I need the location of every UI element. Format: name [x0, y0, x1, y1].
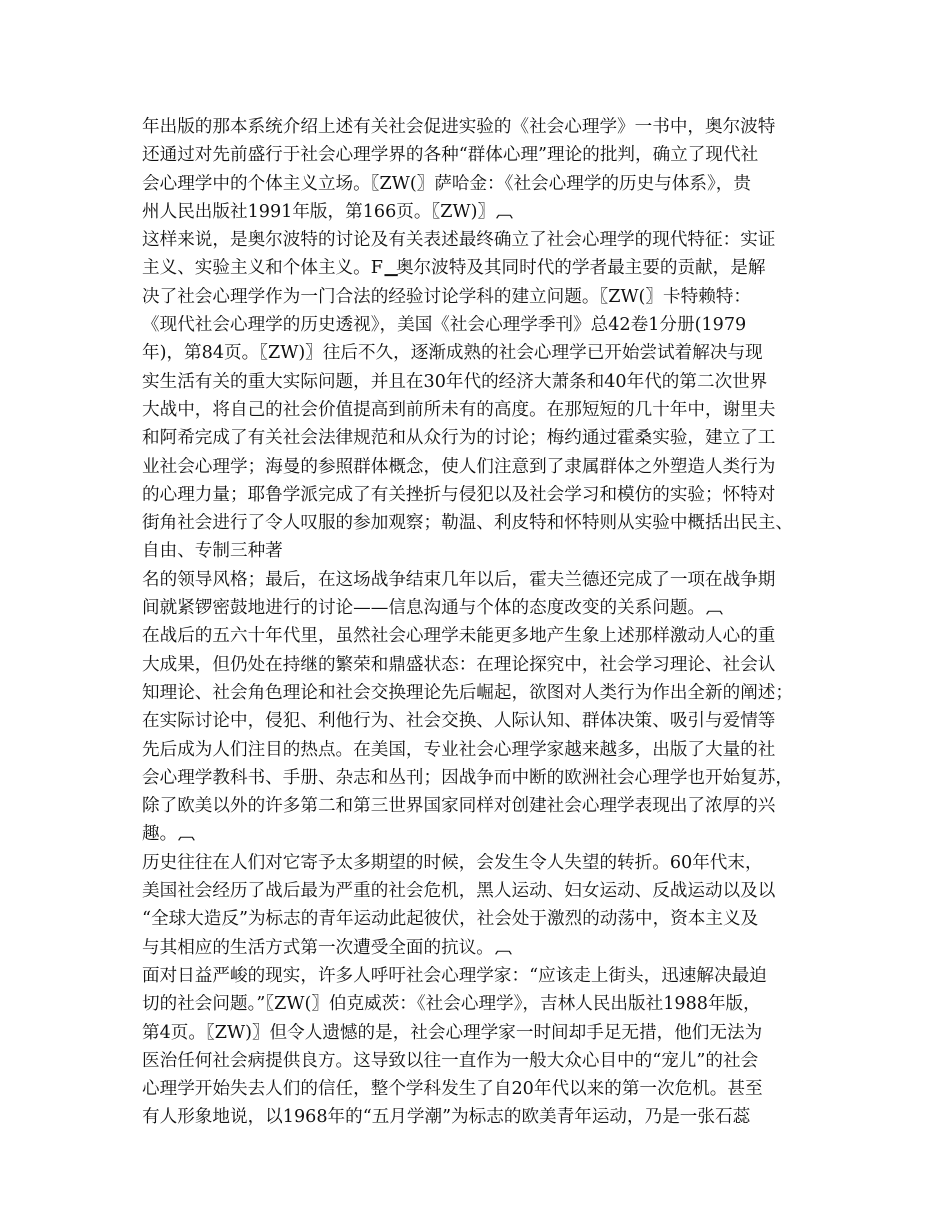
text-line-9: 年)，第84页。〖ZW)〗往后不久，逐渐成熟的社会心理学已开始尝试着解决与现 — [142, 343, 763, 364]
text-line-4-content: 州人民出版社1991年版，第166页。〖ZW)〗 — [142, 201, 496, 222]
text-line-24: 会心理学教科书、手册、杂志和丛刊；因战争而中断的欧洲社会心理学也开始复苏， — [142, 767, 793, 788]
paragraph-end-mark-icon: ︹ — [178, 828, 196, 844]
text-line-12: 和阿希完成了有关社会法律规范和从众行为的讨论；梅约通过霍桑实验，建立了工 — [142, 428, 776, 449]
text-line-6-tail: 奥尔波特及其同时代的学者最主要的贡献，是解 — [395, 258, 766, 279]
text-line-6-content: 主义、实验主义和个体主义。F — [142, 258, 383, 279]
text-line-28: 美国社会经历了战后最为严重的社会危机，黑人运动、妇女运动、反战运动以及以 — [142, 881, 776, 902]
text-line-29: “全球大造反”为标志的青年运动此起彼伏，社会处于激烈的动荡中，资本主义及 — [142, 909, 759, 930]
text-line-30 — [142, 934, 832, 962]
text-line-15: 街角社会进行了令人叹服的参加观察；勒温、利皮特和怀特则从实验中概括出民主、 — [142, 513, 793, 534]
text-line-1: 年出版的那本系统介绍上述有关社会促进实验的《社会心理学》一书中，奥尔波特 — [142, 117, 776, 137]
paragraph-end-mark-icon: ︹ — [706, 602, 723, 618]
text-line-20: 大成果，但仍处在持继的繁荣和鼎盛状态：在理论探究中，社会学习理论、社会认 — [142, 654, 776, 675]
text-line-16: 自由、专制三种著 — [142, 541, 283, 562]
text-line-27: 历史往往在人们对它寄予太多期望的时候，会发生令人失望的转折。60年代末， — [142, 852, 763, 873]
text-line-5: 这样来说，是奥尔波特的讨论及有关表述最终确立了社会心理学的现代特征：实证 — [142, 230, 776, 251]
text-line-19: 在战后的五六十年代里，虽然社会心理学未能更多地产生象上述那样激动人心的重 — [142, 626, 776, 647]
text-line-33: 第4页。〖ZW)〗但令人遗憾的是，社会心理学家一时间却手足无措，他们无法为 — [142, 1022, 763, 1043]
text-line-23: 先后成为人们注目的热点。在美国，专业社会心理学家越来越多，出版了大量的社 — [142, 739, 776, 760]
text-line-30-content: 与其相应的生活方式第一次遭受全面的抗议。 — [142, 937, 494, 958]
text-line-13: 业社会心理学；海曼的参照群体概念，使人们注意到了隶属群体之外塑造人类行为 — [142, 456, 776, 477]
text-line-2: 还通过对先前盛行于社会心理学界的各种“群体心理”理论的批判，确立了现代社 — [142, 145, 759, 166]
text-line-26-content: 趣。 — [142, 824, 178, 845]
text-line-7: 决了社会心理学作为一门合法的经验讨论学科的建立问题。〖ZW(〗卡特赖特： — [142, 286, 751, 307]
text-line-34: 医治任何社会病提供良方。这导致以往一直作为一般大众心目中的“宠儿”的社会 — [142, 1050, 759, 1071]
text-line-8: 《现代社会心理学的历史透视》，美国《社会心理学季刊》总42卷1分册(1979 — [142, 315, 747, 336]
text-line-6 — [142, 254, 832, 282]
inline-block-mark-icon: ▁ — [384, 262, 398, 278]
text-line-26 — [142, 820, 832, 848]
text-line-3: 会心理学中的个体主义立场。〖ZW(〗萨哈金：《社会心理学的历史与体系》，贵 — [142, 173, 751, 194]
paragraph-end-mark-icon: ︹ — [494, 941, 512, 957]
text-line-21: 知理论、社会角色理论和社会交换理论先后崛起，欲图对人类行为作出全新的阐述； — [142, 682, 793, 703]
text-line-36: 有人形象地说，以1968年的“五月学潮”为标志的欧美青年运动，乃是一张石蕊 — [142, 1107, 751, 1128]
text-line-17: 名的领导风格；最后，在这场战争结束几年以后，霍夫兰德还完成了一项在战争期 — [142, 569, 776, 590]
text-line-32: 切的社会问题。”〖ZW(〗伯克威茨：《社会心理学》，吉林人民出版社1988年版， — [142, 994, 761, 1015]
text-line-14: 的心理力量；耶鲁学派完成了有关挫折与侵犯以及社会学习和模仿的实验；怀特对 — [142, 484, 776, 505]
text-line-18-content: 间就紧锣密鼓地进行的讨论——信息沟通与个体的态度改变的关系问题。 — [142, 598, 706, 619]
text-line-25: 除了欧美以外的许多第二和第三世界国家同样对创建社会心理学表现出了浓厚的兴 — [142, 796, 776, 817]
text-line-11: 大战中，将自己的社会价值提高到前所未有的高度。在那短短的几十年中，谢里夫 — [142, 399, 776, 420]
text-line-18 — [142, 594, 832, 622]
paragraph-end-mark-icon: ︹ — [496, 205, 514, 221]
text-line-35: 心理学开始失去人们的信任，整个学科发生了自20年代以来的第一次危机。甚至 — [142, 1079, 763, 1100]
text-line-10: 实生活有关的重大实际问题，并且在30年代的经济大萧条和40年代的第二次世界 — [142, 371, 768, 392]
text-line-31: 面对日益严峻的现实，许多人呼吁社会心理学家：“应该走上街头，迅速解决最迫 — [142, 965, 767, 986]
body-text — [142, 113, 832, 1132]
text-line-4 — [142, 198, 832, 226]
text-line-22: 在实际讨论中，侵犯、利他行为、社会交换、人际认知、群体决策、吸引与爱情等 — [142, 711, 776, 732]
